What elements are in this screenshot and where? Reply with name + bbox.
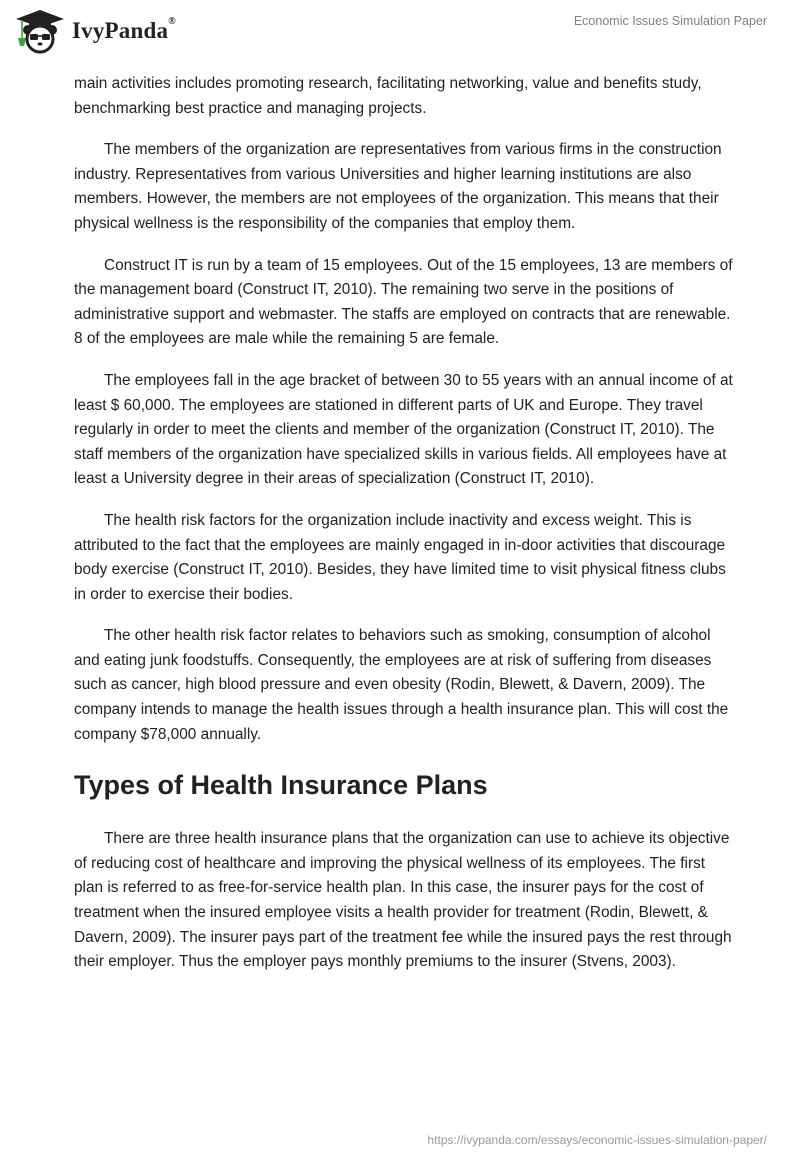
- page-header: [0, 0, 800, 60]
- source-url[interactable]: https://ivypanda.com/essays/economic-issues-simulation-paper/: [427, 1133, 767, 1147]
- paragraph: The other health risk factor relates to behaviors such as smoking, consumption of alcohol and eating junk foodstuffs. Consequently, the employees are at risk of suffering from diseases such as cancer, high blood pressure and even obesity (Rodin, Blewett, & Davern, 2009). The company intends to manage the health issues through a health insurance plan. This will cost the company $78,000 annually.: [74, 627, 729, 743]
- paragraph: The employees fall in the age bracket of between 30 to 55 years with an annual income of at least $ 60,000. The employees are stationed in different parts of UK and Europe. They travel regularly in order to meet the clients and member of the organization (Construct IT, 2010). The staff members of the organization have specialized skills in various fields. All employees have at least a University degree in their areas of specialization (Construct IT, 2010).: [74, 371, 733, 488]
- brand-name: IvyPanda®: [72, 16, 176, 43]
- paragraph: There are three health insurance plans that the organization can use to achieve its objective of reducing cost of healthcare and improving the physical wellness of its employees. The first plan is referred to as free-for-service health plan. In this case, the insurer pays for the cost of treatment when the insured employee visits a health provider for treatment (Rodin, Blewett, & Davern, 2009). The insurer pays part of the treatment fee while the insured pays the rest through their employer. Thus the employer pays monthly premiums to the insurer (Stvens, 2003).: [74, 830, 732, 971]
- document-title: Economic Issues Simulation Paper: [573, 14, 767, 28]
- paragraph: The health risk factors for the organization include inactivity and excess weight. This is attributed to the fact that the employees are mainly engaged in in-door activities that discourage body exercise (Construct IT, 2010). Besides, they have limited time to visit physical fitness clubs in order to exercise their bodies.: [74, 511, 726, 603]
- paragraph: Construct IT is run by a team of 15 employees. Out of the 15 employees, 13 are members of the management board (Construct IT, 2010). The remaining two serve in the positions of administrative support and webmaster. The staffs are employed on contracts that are renewable. 8 of the employees are male while the remaining 5 are female.: [74, 256, 733, 348]
- paragraph: main activities includes promoting research, facilitating networking, value and benefits study, benchmarking best practice and managing projects.: [74, 75, 702, 117]
- panda-graduate-icon: [14, 8, 66, 54]
- ivypanda-logo[interactable]: [14, 8, 176, 54]
- section-heading: Types of Health Insurance Plans: [74, 770, 488, 801]
- paragraph: The members of the organization are representatives from various firms in the construction industry. Representatives from various Universities and higher learning institutions are also members. However, the members are not employees of the organization. This means that their physical wellness is the responsibility of the companies that employ them.: [74, 141, 722, 232]
- essay-content: [74, 72, 734, 992]
